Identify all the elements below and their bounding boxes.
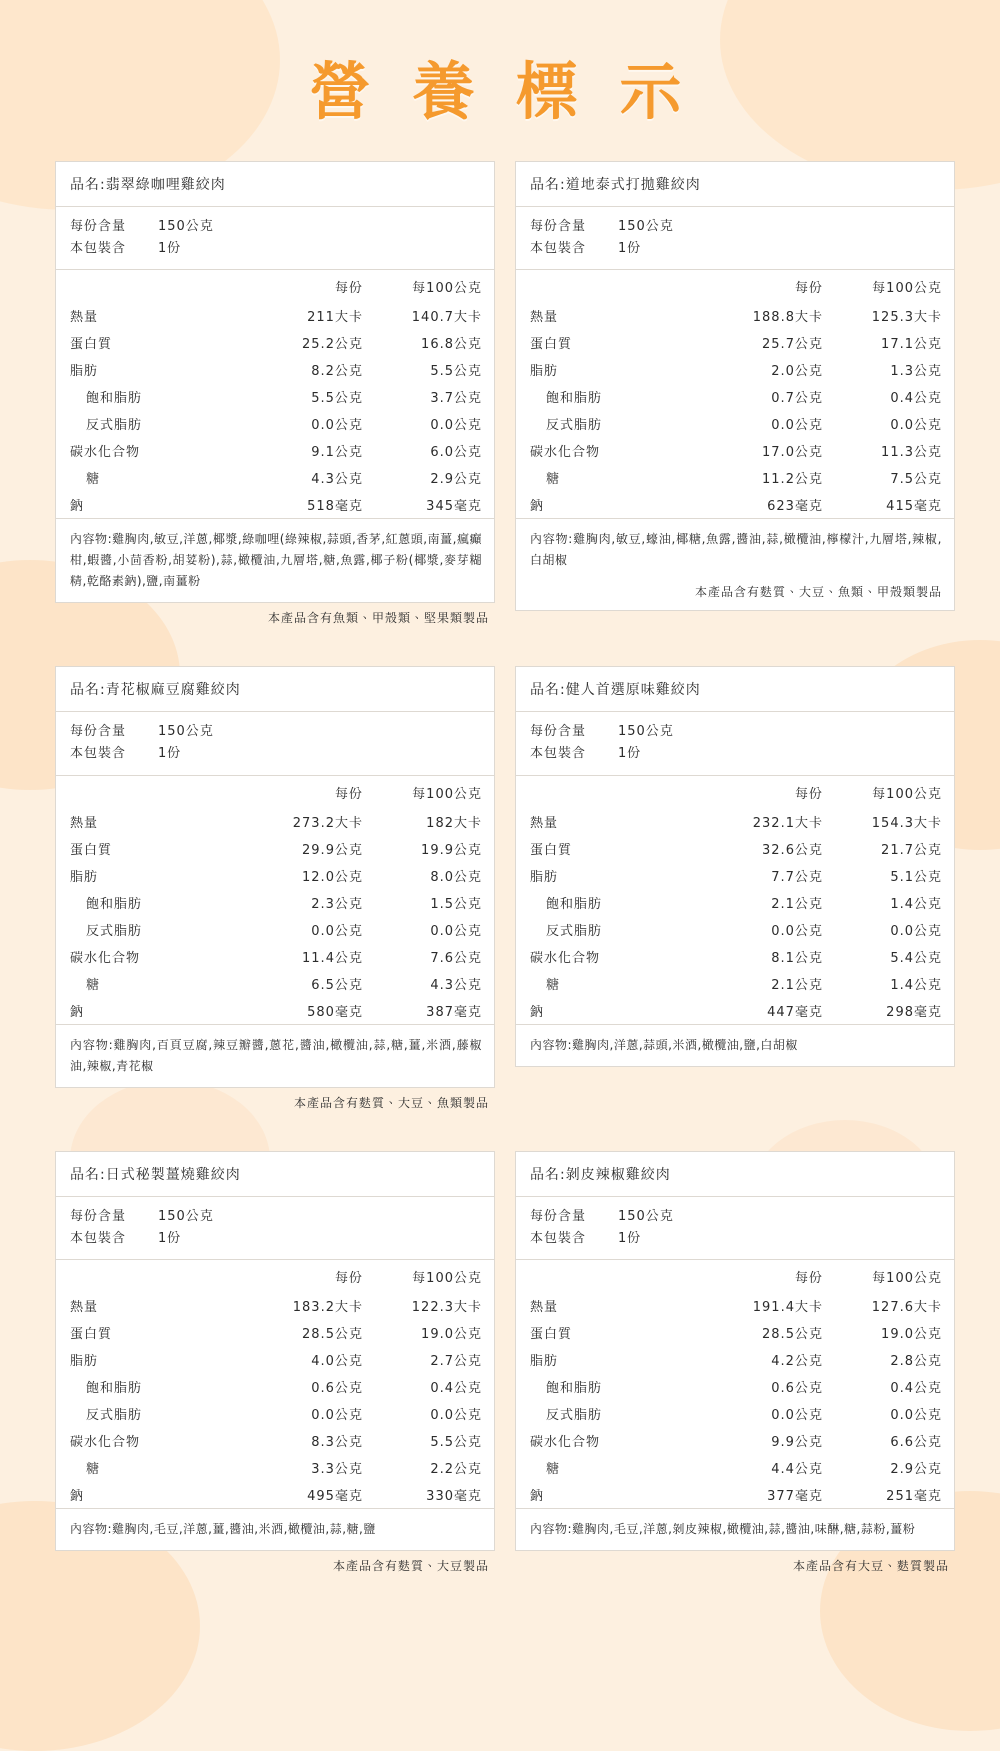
nutrient-value-per-serving: 191.4大卡 [752, 1299, 823, 1315]
nutrient-name: 飽和脂肪 [86, 1380, 143, 1396]
nutrient-value-per-serving: 4.2公克 [771, 1353, 823, 1369]
servings-per-pack-label: 本包裝含 [70, 241, 127, 257]
nutrient-value-per-100g: 2.2公克 [430, 1461, 482, 1477]
ingredients-text: 內容物:雞胸肉,敏豆,洋蔥,椰漿,綠咖哩(綠辣椒,蒜頭,香茅,紅蔥頭,南薑,瘋癲柑,蝦醬,小茴香粉,胡荽粉),蒜,橄欖油,九層塔,糖,魚露,椰子粉(椰漿,麥芽糊精,乾酪素鈉),鹽,南薑粉 [56, 518, 494, 602]
nutrient-value-per-serving: 4.0公克 [311, 1353, 363, 1369]
nutrient-name: 熱量 [530, 1299, 559, 1315]
nutrient-name: 糖 [546, 472, 561, 488]
nutrient-name: 糖 [546, 1461, 561, 1477]
serving-size-value: 150公克 [618, 724, 674, 740]
nutrition-table [516, 1260, 954, 1508]
nutrient-value-per-100g: 7.5公克 [890, 472, 942, 488]
nutrition-facts-panel [515, 666, 955, 1066]
table-row [56, 1373, 494, 1400]
nutrient-value-per-100g: 0.0公克 [430, 923, 482, 939]
table-row [516, 410, 954, 437]
nutrient-value-per-serving: 2.1公克 [771, 896, 823, 912]
nutrition-table [56, 776, 494, 1024]
table-row [56, 1319, 494, 1346]
nutrient-name: 脂肪 [530, 869, 559, 885]
column-header-per-serving: 每份 [794, 281, 823, 297]
nutrient-value-per-100g: 0.0公克 [430, 418, 482, 434]
nutrient-value-per-100g: 19.9公克 [421, 842, 482, 858]
nutrient-value-per-100g: 330毫克 [426, 1488, 482, 1504]
nutrient-value-per-serving: 8.2公克 [311, 364, 363, 380]
nutrient-value-per-100g: 125.3大卡 [871, 310, 942, 326]
nutrient-name: 熱量 [530, 815, 559, 831]
nutrient-name: 鈉 [530, 1004, 545, 1020]
nutrition-facts-panel [515, 161, 955, 611]
nutrient-value-per-100g: 8.0公克 [430, 869, 482, 885]
column-header-per-serving: 每份 [334, 786, 363, 802]
nutrient-name: 熱量 [70, 815, 99, 831]
nutrient-name: 脂肪 [530, 364, 559, 380]
product-name: 品名:翡翠綠咖哩雞絞肉 [70, 177, 226, 193]
nutrient-value-per-serving: 9.9公克 [771, 1434, 823, 1450]
nutrient-value-per-serving: 518毫克 [307, 499, 363, 515]
table-row [516, 997, 954, 1024]
nutrient-value-per-100g: 0.4公克 [890, 391, 942, 407]
table-row [516, 943, 954, 970]
nutrient-name: 飽和脂肪 [86, 896, 143, 912]
nutrient-name: 蛋白質 [70, 842, 113, 858]
nutrient-value-per-100g: 0.0公克 [890, 923, 942, 939]
nutrient-value-per-100g: 298毫克 [886, 1004, 942, 1020]
nutrient-value-per-100g: 5.4公克 [890, 950, 942, 966]
column-header-per-100g: 每100公克 [872, 281, 942, 297]
nutrient-name: 糖 [86, 472, 101, 488]
table-row [56, 302, 494, 329]
table-row [56, 383, 494, 410]
table-row [516, 835, 954, 862]
serving-size-label: 每份含量 [70, 724, 127, 740]
nutrient-value-per-100g: 415毫克 [886, 499, 942, 515]
nutrient-value-per-serving: 0.0公克 [771, 1407, 823, 1423]
nutrition-table-corner [56, 270, 240, 302]
nutrient-value-per-100g: 154.3大卡 [871, 815, 942, 831]
nutrient-value-per-serving: 0.7公克 [771, 391, 823, 407]
table-row [56, 1400, 494, 1427]
table-row [56, 808, 494, 835]
nutrient-value-per-serving: 8.1公克 [771, 950, 823, 966]
column-header-per-serving: 每份 [334, 1270, 363, 1286]
serving-size-label: 每份含量 [530, 724, 587, 740]
nutrient-value-per-serving: 211大卡 [307, 310, 363, 326]
table-row [56, 997, 494, 1024]
nutrient-value-per-serving: 447毫克 [767, 1004, 823, 1020]
nutrient-name: 反式脂肪 [86, 1407, 143, 1423]
nutrient-value-per-serving: 377毫克 [767, 1488, 823, 1504]
table-row [516, 1481, 954, 1508]
nutrient-value-per-serving: 32.6公克 [762, 842, 823, 858]
product-name: 品名:健人首選原味雞絞肉 [530, 682, 701, 699]
servings-per-pack-label: 本包裝含 [70, 746, 127, 762]
nutrient-value-per-100g: 2.8公克 [890, 1353, 942, 1369]
nutrient-name: 碳水化合物 [530, 445, 601, 461]
nutrition-label-card [55, 1151, 495, 1574]
servings-per-pack-label: 本包裝含 [530, 241, 587, 257]
servings-per-pack-value: 1份 [618, 746, 642, 762]
nutrient-name: 飽和脂肪 [86, 391, 143, 407]
nutrient-value-per-100g: 3.7公克 [430, 391, 482, 407]
nutrient-name: 鈉 [530, 1488, 545, 1504]
table-row [516, 1427, 954, 1454]
table-row [56, 329, 494, 356]
nutrient-value-per-100g: 6.0公克 [430, 445, 482, 461]
table-row [516, 808, 954, 835]
nutrient-value-per-serving: 0.0公克 [311, 923, 363, 939]
nutrient-name: 碳水化合物 [70, 950, 141, 966]
nutrition-label-card [515, 1151, 955, 1574]
servings-per-pack-value: 1份 [618, 241, 642, 257]
nutrient-value-per-100g: 0.0公克 [890, 418, 942, 434]
nutrient-value-per-100g: 5.5公克 [430, 364, 482, 380]
nutrient-value-per-100g: 345毫克 [426, 499, 482, 515]
nutrient-name: 熱量 [70, 1299, 99, 1315]
serving-info [516, 206, 954, 269]
nutrient-value-per-100g: 2.9公克 [890, 1461, 942, 1477]
nutrient-value-per-serving: 580毫克 [307, 1004, 363, 1020]
nutrient-value-per-100g: 122.3大卡 [411, 1299, 482, 1315]
nutrient-value-per-serving: 0.6公克 [311, 1380, 363, 1396]
allergen-statement: 本產品含有魚類、甲殼類、堅果類製品 [267, 611, 489, 626]
nutrient-name: 熱量 [530, 310, 559, 326]
table-row [516, 329, 954, 356]
ingredients-text: 內容物:雞胸肉,百頁豆腐,辣豆瓣醬,蔥花,醬油,橄欖油,蒜,糖,薑,米酒,藤椒油,辣椒,青花椒 [56, 1024, 494, 1087]
nutrient-name: 脂肪 [70, 364, 99, 380]
table-row [56, 491, 494, 518]
nutrient-value-per-serving: 4.4公克 [771, 1461, 823, 1477]
allergen-statement: 本產品含有麩質、大豆製品 [332, 1558, 489, 1573]
nutrient-value-per-serving: 623毫克 [767, 499, 823, 515]
nutrient-value-per-100g: 21.7公克 [881, 842, 942, 858]
page-title: 營 養 標 示 [308, 55, 692, 128]
nutrient-name: 熱量 [70, 310, 99, 326]
nutrient-value-per-serving: 0.0公克 [311, 1407, 363, 1423]
nutrient-name: 鈉 [70, 499, 85, 515]
serving-info [56, 1196, 494, 1259]
nutrition-table [56, 270, 494, 518]
nutrient-value-per-serving: 0.6公克 [771, 1380, 823, 1396]
allergen-statement: 本產品含有麩質、大豆、魚類製品 [293, 1095, 489, 1110]
table-row [516, 1373, 954, 1400]
column-header-per-100g: 每100公克 [412, 1270, 482, 1286]
column-header-per-serving: 每份 [794, 786, 823, 802]
allergen-statement: 本產品含有麩質、大豆、魚類、甲殼類製品 [694, 585, 942, 600]
nutrient-value-per-100g: 182大卡 [426, 815, 482, 831]
nutrient-value-per-serving: 0.0公克 [771, 923, 823, 939]
nutrient-name: 糖 [86, 977, 101, 993]
nutrient-value-per-serving: 28.5公克 [762, 1326, 823, 1342]
nutrition-facts-panel [515, 1151, 955, 1551]
nutrient-value-per-100g: 7.6公克 [430, 950, 482, 966]
nutrition-facts-panel [55, 161, 495, 603]
table-row [516, 889, 954, 916]
nutrient-value-per-serving: 25.2公克 [302, 337, 363, 353]
table-row [56, 943, 494, 970]
nutrient-value-per-100g: 140.7大卡 [411, 310, 482, 326]
servings-per-pack-value: 1份 [158, 241, 182, 257]
nutrient-value-per-serving: 11.2公克 [762, 472, 823, 488]
nutrition-table [56, 1260, 494, 1508]
nutrient-value-per-100g: 127.6大卡 [871, 1299, 942, 1315]
nutrient-value-per-serving: 11.4公克 [302, 950, 363, 966]
table-row [516, 1319, 954, 1346]
nutrient-value-per-100g: 6.6公克 [890, 1434, 942, 1450]
nutrient-value-per-serving: 8.3公克 [311, 1434, 363, 1450]
nutrient-value-per-100g: 5.5公克 [430, 1434, 482, 1450]
nutrient-value-per-100g: 0.0公克 [890, 1407, 942, 1423]
nutrient-value-per-100g: 1.4公克 [890, 977, 942, 993]
nutrient-value-per-serving: 183.2大卡 [292, 1299, 363, 1315]
nutrient-value-per-serving: 4.3公克 [311, 472, 363, 488]
nutrient-name: 碳水化合物 [530, 950, 601, 966]
column-header-per-serving: 每份 [794, 1270, 823, 1286]
product-name: 品名:道地泰式打拋雞絞肉 [530, 177, 701, 193]
product-name: 品名:日式秘製薑燒雞絞肉 [70, 1166, 241, 1183]
nutrient-value-per-100g: 4.3公克 [430, 977, 482, 993]
table-row [516, 491, 954, 518]
servings-per-pack-label: 本包裝含 [70, 1230, 127, 1246]
ingredients-text: 內容物:雞胸肉,毛豆,洋蔥,薑,醬油,米酒,橄欖油,蒜,糖,鹽 [56, 1508, 494, 1550]
nutrient-name: 反式脂肪 [86, 923, 143, 939]
table-row [516, 916, 954, 943]
servings-per-pack-label: 本包裝含 [530, 746, 587, 762]
servings-per-pack-value: 1份 [158, 1230, 182, 1246]
nutrition-table-corner [516, 776, 700, 808]
nutrient-value-per-100g: 2.7公克 [430, 1353, 482, 1369]
nutrient-value-per-serving: 25.7公克 [762, 337, 823, 353]
allergen-statement: 本產品含有大豆、麩質製品 [792, 1558, 949, 1573]
nutrient-value-per-serving: 6.5公克 [311, 977, 363, 993]
nutrient-value-per-serving: 28.5公克 [302, 1326, 363, 1342]
nutrient-value-per-serving: 2.1公克 [771, 977, 823, 993]
nutrient-value-per-100g: 17.1公克 [881, 337, 942, 353]
nutrient-name: 脂肪 [530, 1353, 559, 1369]
table-row [516, 464, 954, 491]
table-row [516, 437, 954, 464]
table-row [56, 356, 494, 383]
nutrient-value-per-serving: 29.9公克 [302, 842, 363, 858]
table-row [56, 970, 494, 997]
nutrient-value-per-100g: 0.0公克 [430, 1407, 482, 1423]
serving-size-label: 每份含量 [70, 1208, 127, 1224]
table-row [516, 302, 954, 329]
nutrition-facts-panel [55, 1151, 495, 1551]
nutrient-value-per-serving: 495毫克 [307, 1488, 363, 1504]
nutrient-value-per-serving: 3.3公克 [311, 1461, 363, 1477]
column-header-per-100g: 每100公克 [412, 786, 482, 802]
nutrient-value-per-serving: 17.0公克 [762, 445, 823, 461]
nutrition-table [516, 776, 954, 1024]
nutrition-label-card [515, 666, 955, 1110]
nutrient-value-per-serving: 2.0公克 [771, 364, 823, 380]
serving-info [516, 1196, 954, 1259]
nutrient-value-per-100g: 0.4公克 [890, 1380, 942, 1396]
nutrient-value-per-100g: 16.8公克 [421, 337, 482, 353]
nutrition-table-corner [516, 270, 700, 302]
nutrient-value-per-100g: 2.9公克 [430, 472, 482, 488]
nutrient-name: 蛋白質 [70, 337, 113, 353]
table-row [516, 970, 954, 997]
nutrient-value-per-100g: 11.3公克 [881, 445, 942, 461]
nutrition-table [516, 270, 954, 518]
nutrient-name: 脂肪 [70, 869, 99, 885]
servings-per-pack-value: 1份 [158, 746, 182, 762]
nutrient-name: 糖 [546, 977, 561, 993]
serving-info [516, 711, 954, 774]
nutrient-value-per-serving: 273.2大卡 [292, 815, 363, 831]
ingredients-text: 內容物:雞胸肉,洋蔥,蒜頭,米酒,橄欖油,鹽,白胡椒 [516, 1024, 954, 1066]
product-name: 品名:青花椒麻豆腐雞絞肉 [70, 682, 241, 699]
nutrient-name: 糖 [86, 1461, 101, 1477]
table-row [56, 916, 494, 943]
nutrient-name: 反式脂肪 [546, 418, 603, 434]
table-row [56, 410, 494, 437]
nutrient-name: 碳水化合物 [70, 1434, 141, 1450]
nutrient-value-per-100g: 0.4公克 [430, 1380, 482, 1396]
serving-size-value: 150公克 [618, 219, 674, 234]
nutrient-name: 碳水化合物 [70, 445, 141, 461]
product-name: 品名:剝皮辣椒雞絞肉 [530, 1166, 671, 1183]
nutrient-name: 鈉 [70, 1488, 85, 1504]
nutrient-value-per-serving: 5.5公克 [311, 391, 363, 407]
nutrient-value-per-serving: 7.7公克 [771, 869, 823, 885]
table-row [56, 464, 494, 491]
table-row [516, 1292, 954, 1319]
nutrient-value-per-100g: 19.0公克 [881, 1326, 942, 1342]
serving-info [56, 206, 494, 269]
table-row [56, 1454, 494, 1481]
servings-per-pack-label: 本包裝含 [530, 1230, 587, 1246]
serving-size-value: 150公克 [158, 219, 214, 234]
nutrient-value-per-100g: 19.0公克 [421, 1326, 482, 1342]
nutrient-name: 蛋白質 [70, 1326, 113, 1342]
serving-info [56, 711, 494, 774]
nutrient-value-per-serving: 2.3公克 [311, 896, 363, 912]
nutrition-label-card [55, 666, 495, 1110]
nutrient-name: 蛋白質 [530, 1326, 573, 1342]
servings-per-pack-value: 1份 [618, 1230, 642, 1246]
column-header-per-100g: 每100公克 [872, 786, 942, 802]
column-header-per-serving: 每份 [334, 281, 363, 297]
table-row [56, 835, 494, 862]
nutrient-name: 反式脂肪 [546, 1407, 603, 1423]
serving-size-label: 每份含量 [530, 219, 587, 234]
nutrient-value-per-100g: 1.4公克 [890, 896, 942, 912]
nutrient-name: 反式脂肪 [546, 923, 603, 939]
nutrition-label-card [55, 161, 495, 626]
table-row [56, 437, 494, 464]
nutrient-value-per-serving: 232.1大卡 [752, 815, 823, 831]
nutrient-value-per-serving: 9.1公克 [311, 445, 363, 461]
nutrition-table-corner [56, 1260, 240, 1292]
nutrition-facts-panel [55, 666, 495, 1087]
nutrient-value-per-serving: 0.0公克 [771, 418, 823, 434]
nutrition-label-card [515, 161, 955, 626]
nutrition-table-corner [56, 776, 240, 808]
table-row [56, 1292, 494, 1319]
nutrient-name: 鈉 [70, 1004, 85, 1020]
nutrient-value-per-100g: 251毫克 [886, 1488, 942, 1504]
nutrient-value-per-serving: 0.0公克 [311, 418, 363, 434]
ingredients-text: 內容物:雞胸肉,毛豆,洋蔥,剝皮辣椒,橄欖油,蒜,醬油,味醂,糖,蒜粉,薑粉 [516, 1508, 954, 1550]
nutrient-name: 鈉 [530, 499, 545, 515]
nutrient-value-per-100g: 1.5公克 [430, 896, 482, 912]
table-row [56, 1427, 494, 1454]
ingredients-text: 內容物:雞胸肉,敏豆,蠔油,椰糖,魚露,醬油,蒜,橄欖油,檸檬汁,九層塔,辣椒,白胡椒 [516, 518, 954, 581]
nutrient-name: 飽和脂肪 [546, 896, 603, 912]
column-header-per-100g: 每100公克 [412, 281, 482, 297]
serving-size-value: 150公克 [618, 1208, 674, 1224]
serving-size-label: 每份含量 [530, 1208, 587, 1224]
nutrient-value-per-serving: 12.0公克 [302, 869, 363, 885]
table-row [516, 862, 954, 889]
nutrient-name: 飽和脂肪 [546, 1380, 603, 1396]
nutrient-value-per-100g: 387毫克 [426, 1004, 482, 1020]
nutrient-name: 蛋白質 [530, 842, 573, 858]
table-row [56, 1346, 494, 1373]
nutrient-value-per-serving: 188.8大卡 [752, 310, 823, 326]
table-row [56, 862, 494, 889]
nutrient-value-per-100g: 5.1公克 [890, 869, 942, 885]
nutrient-name: 脂肪 [70, 1353, 99, 1369]
table-row [516, 356, 954, 383]
nutrition-label-grid [0, 137, 1000, 1574]
serving-size-label: 每份含量 [70, 219, 127, 234]
table-row [516, 383, 954, 410]
table-row [516, 1346, 954, 1373]
table-row [56, 1481, 494, 1508]
nutrient-value-per-100g: 1.3公克 [890, 364, 942, 380]
serving-size-value: 150公克 [158, 724, 214, 740]
nutrient-name: 碳水化合物 [530, 1434, 601, 1450]
nutrient-name: 蛋白質 [530, 337, 573, 353]
column-header-per-100g: 每100公克 [872, 1270, 942, 1286]
table-row [56, 889, 494, 916]
nutrient-name: 反式脂肪 [86, 418, 143, 434]
table-row [516, 1400, 954, 1427]
nutrition-table-corner [516, 1260, 700, 1292]
table-row [516, 1454, 954, 1481]
nutrient-name: 飽和脂肪 [546, 391, 603, 407]
serving-size-value: 150公克 [158, 1208, 214, 1224]
